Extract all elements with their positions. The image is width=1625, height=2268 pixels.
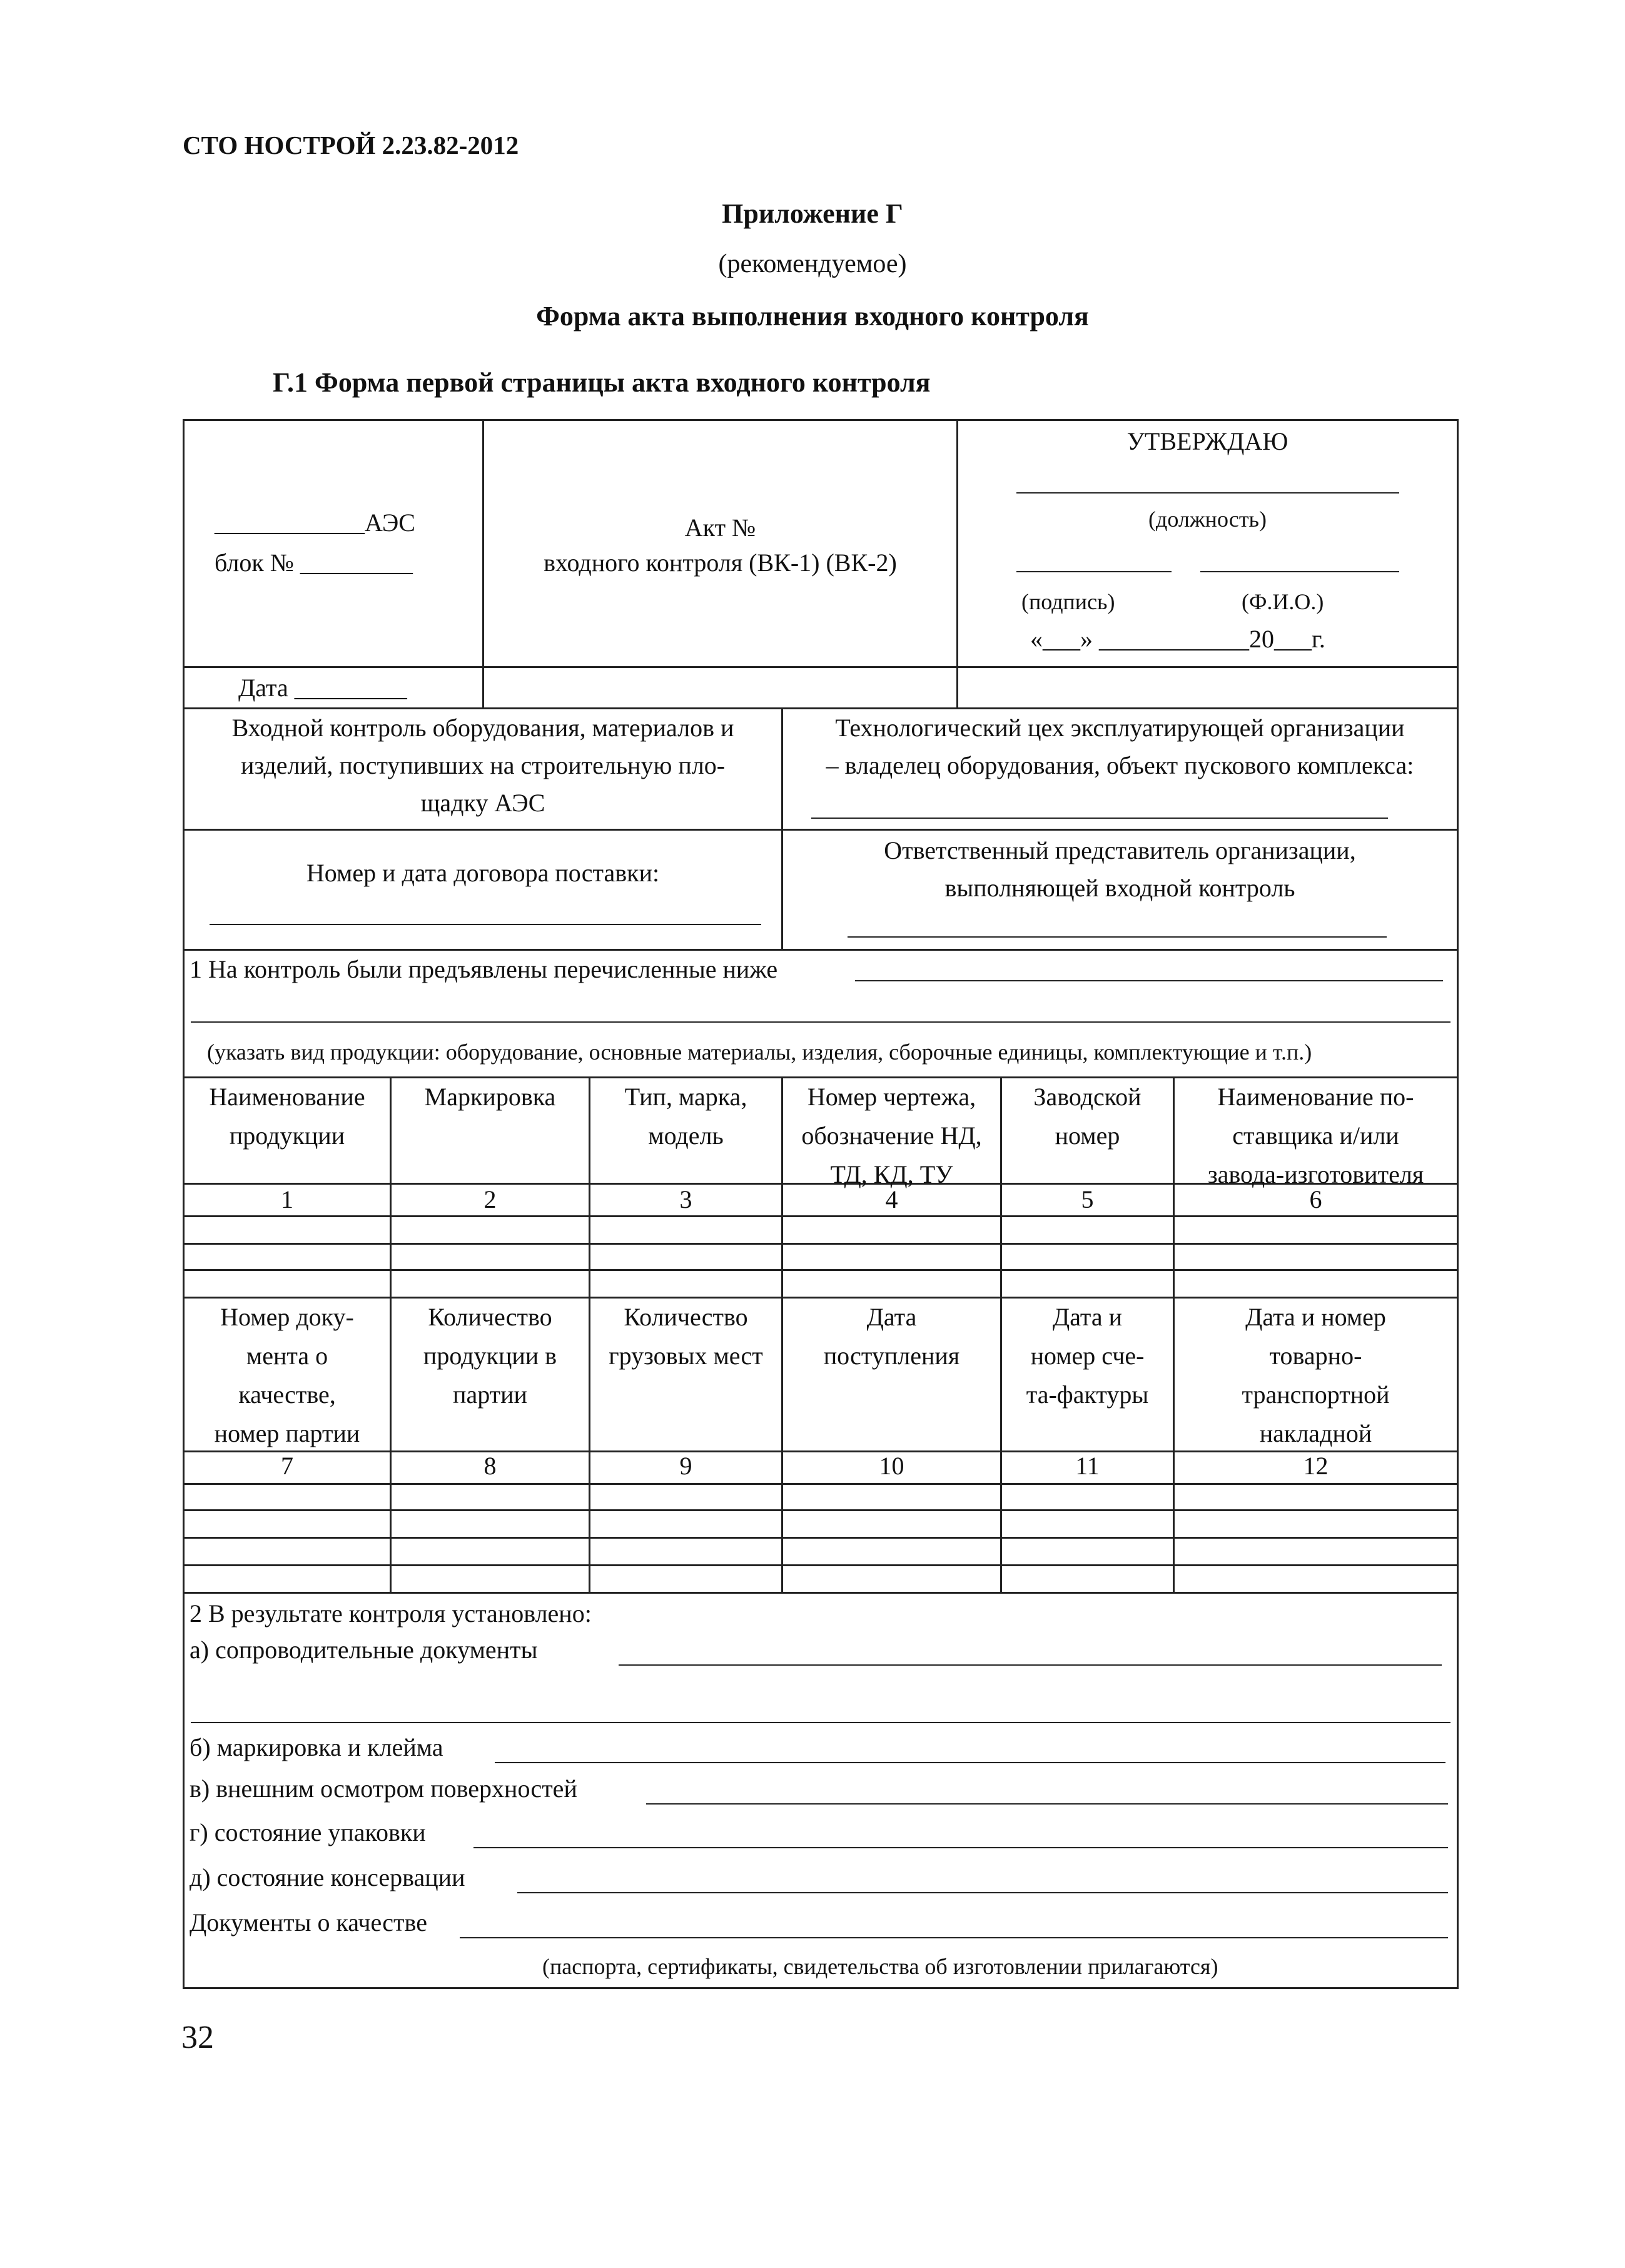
t1-col-number: 6 [1309,1185,1322,1213]
t2-col-number: 8 [483,1452,497,1480]
result-marking: б) маркировка и клейма [190,1733,443,1761]
workshop-text-2: – владелец оборудования, объект пускового комплекса: [826,751,1414,779]
t2-col-number: 10 [879,1452,904,1480]
workshop-text-1: Технологический цех эксплуатирующей организации [835,714,1405,742]
incoming-control-text-1: Входной контроль оборудования, материалов и [231,714,734,742]
t1-col-number: 4 [885,1185,898,1213]
incoming-control-text-2: изделий, поступивших на строительную пло- [240,751,726,779]
t2-col-number: 9 [679,1452,692,1480]
t2-header-invoice: Дата и номер сче- та-фактуры [1026,1303,1149,1409]
result-surface-inspection: в) внешним осмотром поверхностей [190,1774,577,1803]
approve-label: УТВЕРЖДАЮ [1126,427,1288,455]
signature-label: (подпись) [1021,589,1115,614]
form-title: Форма акта выполнения входного контроля [536,301,1089,332]
t2-header-waybill: Дата и номер товарно- транспортной накладной [1242,1303,1390,1447]
quality-documents: Документы о качестве [190,1908,427,1936]
t1-col-number: 2 [483,1185,497,1213]
t2-col-number: 12 [1303,1452,1329,1480]
incoming-control-text-3: щадку АЭС [420,789,545,817]
t1-header-type: Тип, марка, модель [624,1083,747,1150]
approve-date: «___» ____________20___г. [1030,625,1325,653]
representative-text-1: Ответственный представитель организации, [884,836,1356,864]
t1-header-serial: Заводской номер [1033,1083,1142,1150]
page-number: 32 [181,2020,214,2055]
t2-header-quality-doc: Номер доку- мента о качестве, номер партии [214,1303,360,1447]
act-type: входного контроля (ВК-1) (ВК-2) [544,549,897,577]
t1-header-name: Наименование продукции [209,1083,365,1150]
t2-header-arrival-date: Дата поступления [823,1303,960,1370]
act-number: Акт № [684,514,756,542]
section1-title: 1 На контроль были предъявлены перечисленные ниже [190,955,778,983]
fio-label: (Ф.И.О.) [1242,589,1324,614]
t1-col-number: 5 [1081,1185,1094,1213]
t2-header-quantity: Количество продукции в партии [423,1303,557,1409]
contract-label: Номер и дата договора поставки: [306,859,660,887]
section2-title: 2 В результате контроля установлено: [190,1599,592,1628]
result-packaging: г) состояние упаковки [190,1818,426,1846]
t1-header-drawing: Номер чертежа, обозначение НД, ТД, КД, ТУ [801,1083,982,1188]
t1-col-number: 1 [281,1185,293,1213]
appendix-note: (рекомендуемое) [718,250,907,278]
document-id: СТО НОСТРОЙ 2.23.82-2012 [183,131,519,159]
result-accompanying-docs: а) сопроводительные документы [190,1636,538,1664]
position-label: (должность) [1148,507,1267,532]
t1-col-number: 3 [679,1185,692,1213]
quality-documents-note: (паспорта, сертификаты, свидетельства об изготовлении прилагаются) [542,1954,1218,1979]
block-field: блок № _________ [215,549,413,577]
result-preservation: д) состояние консервации [190,1863,465,1891]
aes-field: ____________АЭС [215,509,415,537]
t1-header-marking: Маркировка [424,1083,556,1111]
t1-header-supplier: Наименование по- ставщика и/или завода-изготовителя [1207,1083,1424,1188]
section1-hint: (указать вид продукции: оборудование, основные материалы, изделия, сборочные единицы, комплектующие и т.п.) [207,1040,1312,1065]
representative-text-2: выполняющей входной контроль [944,874,1295,902]
appendix-title: Приложение Г [722,198,903,229]
t2-col-number: 11 [1075,1452,1100,1480]
t2-header-packages: Количество грузовых мест [609,1303,763,1370]
act-form [183,419,1459,1989]
date-field: Дата _________ [238,674,407,702]
t2-col-number: 7 [281,1452,293,1480]
section-title: Г.1 Форма первой страницы акта входного контроля [273,367,931,398]
